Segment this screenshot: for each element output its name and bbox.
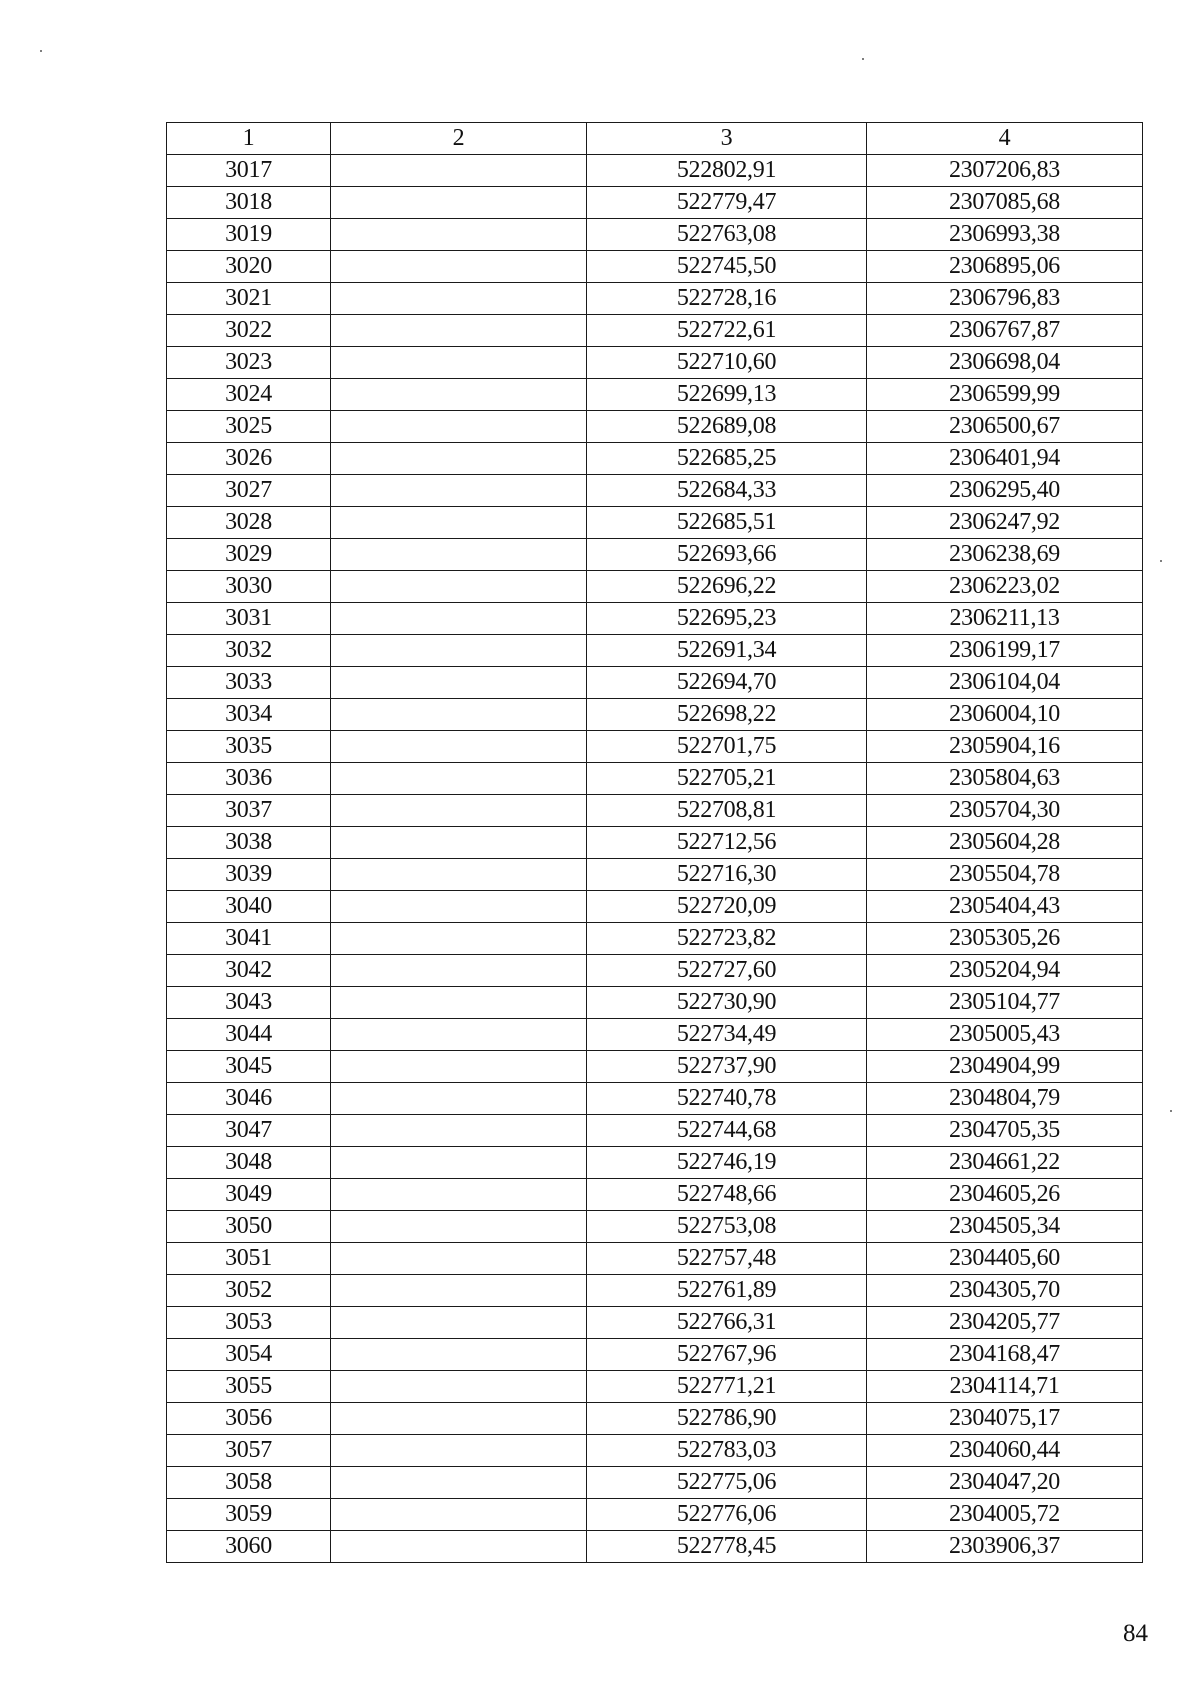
description-cell [331,891,587,923]
column-header-4: 4 [867,123,1143,155]
point-number-cell: 3026 [167,443,331,475]
x-coordinate-cell: 522710,60 [587,347,867,379]
y-coordinate-cell: 2306199,17 [867,635,1143,667]
x-coordinate-cell: 522716,30 [587,859,867,891]
point-number-cell: 3059 [167,1499,331,1531]
y-coordinate-cell: 2306247,92 [867,507,1143,539]
x-coordinate-cell: 522766,31 [587,1307,867,1339]
y-coordinate-cell: 2304305,70 [867,1275,1143,1307]
y-coordinate-cell: 2304205,77 [867,1307,1143,1339]
table-row [167,251,1143,283]
point-number-cell: 3024 [167,379,331,411]
table-row [167,1083,1143,1115]
point-number-cell: 3055 [167,1371,331,1403]
column-header-3: 3 [587,123,867,155]
page-number: 84 [1123,1620,1148,1647]
y-coordinate-cell: 2304168,47 [867,1339,1143,1371]
point-number-cell: 3034 [167,699,331,731]
point-number-cell: 3054 [167,1339,331,1371]
description-cell [331,219,587,251]
description-cell [331,859,587,891]
table-row [167,571,1143,603]
x-coordinate-cell: 522705,21 [587,763,867,795]
x-coordinate-cell: 522745,50 [587,251,867,283]
table-row [167,219,1143,251]
y-coordinate-cell: 2306599,99 [867,379,1143,411]
y-coordinate-cell: 2306401,94 [867,443,1143,475]
point-number-cell: 3043 [167,987,331,1019]
description-cell [331,1243,587,1275]
x-coordinate-cell: 522728,16 [587,283,867,315]
description-cell [331,923,587,955]
description-cell [331,603,587,635]
point-number-cell: 3056 [167,1403,331,1435]
table-row [167,283,1143,315]
table-row [167,1147,1143,1179]
y-coordinate-cell: 2306004,10 [867,699,1143,731]
table-row [167,411,1143,443]
x-coordinate-cell: 522685,51 [587,507,867,539]
table-header-row [167,123,1143,155]
x-coordinate-cell: 522699,13 [587,379,867,411]
description-cell [331,1371,587,1403]
y-coordinate-cell: 2305204,94 [867,955,1143,987]
description-cell [331,1339,587,1371]
point-number-cell: 3017 [167,155,331,187]
x-coordinate-cell: 522730,90 [587,987,867,1019]
table-row [167,539,1143,571]
table-row [167,1339,1143,1371]
x-coordinate-cell: 522720,09 [587,891,867,923]
y-coordinate-cell: 2306295,40 [867,475,1143,507]
x-coordinate-cell: 522779,47 [587,187,867,219]
table-row [167,955,1143,987]
point-number-cell: 3042 [167,955,331,987]
table-row [167,1243,1143,1275]
description-cell [331,315,587,347]
point-number-cell: 3035 [167,731,331,763]
description-cell [331,475,587,507]
y-coordinate-cell: 2304904,99 [867,1051,1143,1083]
table-row [167,763,1143,795]
description-cell [331,347,587,379]
y-coordinate-cell: 2305704,30 [867,795,1143,827]
column-header-2: 2 [331,123,587,155]
point-number-cell: 3047 [167,1115,331,1147]
table-row [167,1467,1143,1499]
scan-speck [1160,560,1162,562]
table-row [167,827,1143,859]
table-row [167,923,1143,955]
x-coordinate-cell: 522723,82 [587,923,867,955]
point-number-cell: 3037 [167,795,331,827]
y-coordinate-cell: 2305504,78 [867,859,1143,891]
point-number-cell: 3029 [167,539,331,571]
y-coordinate-cell: 2304661,22 [867,1147,1143,1179]
table-row [167,1051,1143,1083]
x-coordinate-cell: 522734,49 [587,1019,867,1051]
table-row [167,1307,1143,1339]
description-cell [331,283,587,315]
description-cell [331,635,587,667]
table-row [167,507,1143,539]
description-cell [331,1499,587,1531]
y-coordinate-cell: 2303906,37 [867,1531,1143,1563]
x-coordinate-cell: 522753,08 [587,1211,867,1243]
table-row [167,475,1143,507]
table-row [167,1499,1143,1531]
description-cell [331,251,587,283]
x-coordinate-cell: 522701,75 [587,731,867,763]
description-cell [331,571,587,603]
table-body [167,155,1143,1563]
point-number-cell: 3050 [167,1211,331,1243]
table-row [167,667,1143,699]
point-number-cell: 3051 [167,1243,331,1275]
x-coordinate-cell: 522763,08 [587,219,867,251]
x-coordinate-cell: 522696,22 [587,571,867,603]
point-number-cell: 3023 [167,347,331,379]
table-row [167,603,1143,635]
description-cell [331,763,587,795]
x-coordinate-cell: 522689,08 [587,411,867,443]
column-header-1: 1 [167,123,331,155]
table-row [167,1115,1143,1147]
y-coordinate-cell: 2305005,43 [867,1019,1143,1051]
description-cell [331,987,587,1019]
x-coordinate-cell: 522693,66 [587,539,867,571]
point-number-cell: 3036 [167,763,331,795]
description-cell [331,667,587,699]
y-coordinate-cell: 2306698,04 [867,347,1143,379]
x-coordinate-cell: 522757,48 [587,1243,867,1275]
description-cell [331,539,587,571]
description-cell [331,1275,587,1307]
description-cell [331,1179,587,1211]
y-coordinate-cell: 2306238,69 [867,539,1143,571]
description-cell [331,955,587,987]
description-cell [331,507,587,539]
x-coordinate-cell: 522708,81 [587,795,867,827]
point-number-cell: 3022 [167,315,331,347]
description-cell [331,411,587,443]
y-coordinate-cell: 2306104,04 [867,667,1143,699]
scan-speck [1170,1110,1172,1112]
y-coordinate-cell: 2304605,26 [867,1179,1143,1211]
table-row [167,1371,1143,1403]
table-row [167,1531,1143,1563]
x-coordinate-cell: 522685,25 [587,443,867,475]
y-coordinate-cell: 2306993,38 [867,219,1143,251]
point-number-cell: 3032 [167,635,331,667]
point-number-cell: 3030 [167,571,331,603]
y-coordinate-cell: 2304705,35 [867,1115,1143,1147]
x-coordinate-cell: 522684,33 [587,475,867,507]
x-coordinate-cell: 522712,56 [587,827,867,859]
y-coordinate-cell: 2306895,06 [867,251,1143,283]
x-coordinate-cell: 522761,89 [587,1275,867,1307]
description-cell [331,379,587,411]
point-number-cell: 3048 [167,1147,331,1179]
table-row [167,987,1143,1019]
y-coordinate-cell: 2306796,83 [867,283,1143,315]
table-row [167,731,1143,763]
x-coordinate-cell: 522776,06 [587,1499,867,1531]
table-row [167,1435,1143,1467]
table-row [167,1019,1143,1051]
point-number-cell: 3060 [167,1531,331,1563]
x-coordinate-cell: 522744,68 [587,1115,867,1147]
description-cell [331,1403,587,1435]
y-coordinate-cell: 2304047,20 [867,1467,1143,1499]
description-cell [331,1019,587,1051]
y-coordinate-cell: 2305904,16 [867,731,1143,763]
table-row [167,315,1143,347]
description-cell [331,699,587,731]
table-row [167,699,1143,731]
y-coordinate-cell: 2304060,44 [867,1435,1143,1467]
description-cell [331,155,587,187]
description-cell [331,187,587,219]
y-coordinate-cell: 2306500,67 [867,411,1143,443]
table-row [167,1211,1143,1243]
table-row [167,1403,1143,1435]
description-cell [331,1307,587,1339]
y-coordinate-cell: 2306223,02 [867,571,1143,603]
point-number-cell: 3033 [167,667,331,699]
y-coordinate-cell: 2304075,17 [867,1403,1143,1435]
x-coordinate-cell: 522775,06 [587,1467,867,1499]
y-coordinate-cell: 2304405,60 [867,1243,1143,1275]
y-coordinate-cell: 2305404,43 [867,891,1143,923]
y-coordinate-cell: 2305804,63 [867,763,1143,795]
scan-speck [40,50,42,52]
x-coordinate-cell: 522748,66 [587,1179,867,1211]
point-number-cell: 3057 [167,1435,331,1467]
table-row [167,1179,1143,1211]
point-number-cell: 3020 [167,251,331,283]
point-number-cell: 3027 [167,475,331,507]
point-number-cell: 3038 [167,827,331,859]
point-number-cell: 3028 [167,507,331,539]
x-coordinate-cell: 522727,60 [587,955,867,987]
y-coordinate-cell: 2305305,26 [867,923,1143,955]
table-row [167,1275,1143,1307]
point-number-cell: 3049 [167,1179,331,1211]
x-coordinate-cell: 522740,78 [587,1083,867,1115]
table-row [167,187,1143,219]
x-coordinate-cell: 522737,90 [587,1051,867,1083]
description-cell [331,731,587,763]
point-number-cell: 3044 [167,1019,331,1051]
x-coordinate-cell: 522802,91 [587,155,867,187]
description-cell [331,1531,587,1563]
table-row [167,347,1143,379]
description-cell [331,1467,587,1499]
point-number-cell: 3025 [167,411,331,443]
y-coordinate-cell: 2304114,71 [867,1371,1143,1403]
y-coordinate-cell: 2304505,34 [867,1211,1143,1243]
x-coordinate-cell: 522778,45 [587,1531,867,1563]
coordinates-table [166,122,1143,1563]
point-number-cell: 3041 [167,923,331,955]
x-coordinate-cell: 522783,03 [587,1435,867,1467]
point-number-cell: 3052 [167,1275,331,1307]
x-coordinate-cell: 522771,21 [587,1371,867,1403]
point-number-cell: 3040 [167,891,331,923]
x-coordinate-cell: 522698,22 [587,699,867,731]
scan-speck [862,58,864,60]
y-coordinate-cell: 2307206,83 [867,155,1143,187]
y-coordinate-cell: 2304005,72 [867,1499,1143,1531]
description-cell [331,827,587,859]
point-number-cell: 3019 [167,219,331,251]
table-row [167,859,1143,891]
y-coordinate-cell: 2306211,13 [867,603,1143,635]
y-coordinate-cell: 2305104,77 [867,987,1143,1019]
table-row [167,155,1143,187]
y-coordinate-cell: 2305604,28 [867,827,1143,859]
description-cell [331,795,587,827]
x-coordinate-cell: 522746,19 [587,1147,867,1179]
table-row [167,891,1143,923]
table-row [167,379,1143,411]
point-number-cell: 3039 [167,859,331,891]
y-coordinate-cell: 2307085,68 [867,187,1143,219]
y-coordinate-cell: 2304804,79 [867,1083,1143,1115]
y-coordinate-cell: 2306767,87 [867,315,1143,347]
table-row [167,635,1143,667]
x-coordinate-cell: 522786,90 [587,1403,867,1435]
description-cell [331,1083,587,1115]
point-number-cell: 3045 [167,1051,331,1083]
point-number-cell: 3046 [167,1083,331,1115]
x-coordinate-cell: 522694,70 [587,667,867,699]
point-number-cell: 3031 [167,603,331,635]
x-coordinate-cell: 522722,61 [587,315,867,347]
x-coordinate-cell: 522767,96 [587,1339,867,1371]
description-cell [331,1147,587,1179]
description-cell [331,1435,587,1467]
point-number-cell: 3053 [167,1307,331,1339]
table-row [167,795,1143,827]
point-number-cell: 3058 [167,1467,331,1499]
description-cell [331,1115,587,1147]
description-cell [331,1211,587,1243]
description-cell [331,443,587,475]
x-coordinate-cell: 522691,34 [587,635,867,667]
point-number-cell: 3021 [167,283,331,315]
point-number-cell: 3018 [167,187,331,219]
table-row [167,443,1143,475]
x-coordinate-cell: 522695,23 [587,603,867,635]
description-cell [331,1051,587,1083]
